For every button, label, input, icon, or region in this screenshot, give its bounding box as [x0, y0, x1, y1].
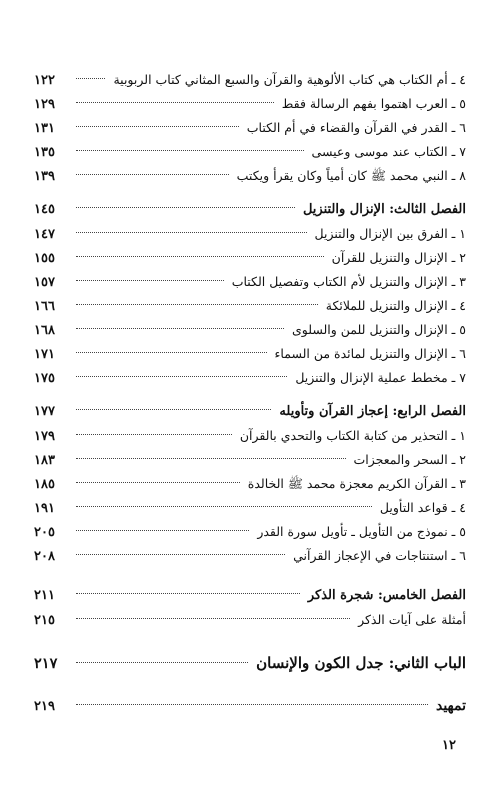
leader-dots	[76, 352, 267, 353]
leader-dots	[76, 409, 271, 410]
toc-entry[interactable]	[34, 68, 466, 92]
toc-entry-title: ٧ ـ مخطط عملية الإنزال والتنزيل	[295, 370, 466, 385]
leader-dots	[76, 304, 318, 305]
toc-entry-page: ١٦٨	[34, 323, 55, 338]
leader-dots	[76, 662, 248, 663]
chapter-title: الفصل الثالث: الإنزال والتنزيل	[302, 202, 466, 217]
toc-entry-page: ١٧٩	[34, 429, 55, 444]
leader-dots	[76, 126, 239, 127]
leader-dots	[76, 506, 372, 507]
toc-entry-page: ٢٠٥	[34, 525, 55, 540]
toc-entry-page: ١٣٥	[34, 145, 55, 160]
leader-dots	[76, 482, 240, 483]
leader-dots	[76, 328, 284, 329]
toc-entry[interactable]	[34, 294, 466, 318]
toc-entry[interactable]	[34, 222, 466, 246]
leader-dots	[76, 174, 229, 175]
toc-entry-title: ٥ ـ العرب اهتموا بفهم الرسالة فقط	[281, 96, 466, 111]
toc-entry-title: ٥ ـ الإنزال والتنزيل للمن والسلوى	[291, 322, 466, 337]
toc-entry-page: ١٨٥	[34, 477, 55, 492]
leader-dots	[76, 280, 224, 281]
toc-entry[interactable]	[34, 608, 466, 632]
toc-entry-title: ١ ـ التحذير من كتابة الكتاب والتحدي بالقرآن	[239, 428, 466, 443]
toc-entry[interactable]	[34, 366, 466, 390]
toc-entry-page: ١٧١	[34, 347, 55, 362]
intro-title: تمهيد	[435, 698, 466, 714]
chapter-title: الفصل الرابع: إعجاز القرآن وتأويله	[279, 404, 466, 419]
toc-entry-page: ١٥٥	[34, 251, 55, 266]
toc-entry[interactable]	[34, 116, 466, 140]
leader-dots	[76, 618, 350, 619]
leader-dots	[76, 78, 105, 79]
chapter-heading[interactable]	[34, 584, 466, 608]
leader-dots	[76, 530, 249, 531]
leader-dots	[76, 150, 304, 151]
toc-entry-page: ١٦٦	[34, 299, 55, 314]
toc-entry-title: ١ ـ الفرق بين الإنزال والتنزيل	[314, 226, 466, 241]
toc-entry[interactable]	[34, 496, 466, 520]
toc-entry-page: ١٧٥	[34, 371, 55, 386]
toc-entry[interactable]	[34, 164, 466, 188]
chapter-title: الفصل الخامس: شجرة الذكر	[307, 588, 466, 603]
toc-entry-page: ١٤٧	[34, 227, 55, 242]
leader-dots	[76, 376, 287, 377]
toc-entry-page: ١٣٩	[34, 169, 55, 184]
leader-dots	[76, 232, 307, 233]
intro-heading[interactable]	[34, 694, 466, 718]
toc-entry-page: ١٣١	[34, 121, 55, 136]
toc-entry-title: ٣ ـ الإنزال والتنزيل لأم الكتاب وتفصيل الكتاب	[231, 274, 466, 289]
part-title: الباب الثاني: جدل الكون والإنسان	[256, 654, 466, 672]
toc-entry[interactable]	[34, 270, 466, 294]
chapter-heading[interactable]	[34, 198, 466, 222]
part-heading[interactable]	[34, 648, 466, 678]
toc-entry[interactable]	[34, 472, 466, 496]
chapter-heading[interactable]	[34, 400, 466, 424]
toc-entry[interactable]	[34, 342, 466, 366]
toc-entry-title: ٢ ـ السحر والمعجزات	[353, 452, 466, 467]
toc-entry[interactable]	[34, 544, 466, 568]
toc-entry-title: ٤ ـ قواعد التأويل	[379, 500, 466, 515]
chapter-page: ١٧٧	[34, 404, 55, 419]
toc-entry-title: ٥ ـ نموذج من التأويل ـ تأويل سورة القدر	[257, 524, 466, 539]
toc-entry[interactable]	[34, 448, 466, 472]
page-number: ١٢	[442, 738, 456, 753]
toc-entry[interactable]	[34, 520, 466, 544]
toc-entry[interactable]	[34, 424, 466, 448]
leader-dots	[76, 554, 285, 555]
leader-dots	[76, 593, 300, 594]
leader-dots	[76, 102, 274, 103]
table-of-contents	[34, 68, 466, 718]
toc-entry[interactable]	[34, 318, 466, 342]
toc-entry-page: ١٢٩	[34, 97, 55, 112]
toc-entry[interactable]	[34, 246, 466, 270]
toc-entry-title: ٣ ـ القرآن الكريم معجزة محمد ﷺ الخالدة	[247, 476, 466, 491]
toc-entry-title: ٨ ـ النبي محمد ﷺ كان أمياً وكان يقرأ ويكتب	[236, 168, 466, 183]
toc-entry-title: ٧ ـ الكتاب عند موسى وعيسى	[311, 144, 466, 159]
toc-entry-title: ٦ ـ القدر في القرآن والقضاء في أم الكتاب	[246, 120, 466, 135]
toc-entry[interactable]	[34, 140, 466, 164]
leader-dots	[76, 458, 346, 459]
toc-entry-page: ١٥٧	[34, 275, 55, 290]
toc-entry-title: ٦ ـ استنتاجات في الإعجاز القرآني	[293, 548, 466, 563]
toc-entry-title: ٦ ـ الإنزال والتنزيل لمائدة من السماء	[274, 346, 466, 361]
intro-page: ٢١٩	[34, 699, 55, 714]
toc-entry-page: ٢١٥	[34, 613, 55, 628]
toc-entry[interactable]	[34, 92, 466, 116]
leader-dots	[76, 434, 232, 435]
toc-entry-title: ٤ ـ الإنزال والتنزيل للملائكة	[325, 298, 466, 313]
toc-entry-page: ١٩١	[34, 501, 55, 516]
toc-entry-title: ٤ ـ أم الكتاب هي كتاب الألوهية والقرآن والسبع المثاني كتاب الربوبية	[113, 72, 466, 87]
toc-entry-title: أمثلة على آيات الذكر	[358, 612, 466, 627]
toc-entry-title: ٢ ـ الإنزال والتنزيل للقرآن	[331, 250, 466, 265]
leader-dots	[76, 704, 428, 705]
part-page: ٢١٧	[34, 655, 58, 672]
toc-entry-page: ٢٠٨	[34, 549, 55, 564]
leader-dots	[76, 207, 295, 208]
toc-entry-page: ١٨٣	[34, 453, 55, 468]
toc-entry-page: ١٢٢	[34, 73, 55, 88]
chapter-page: ١٤٥	[34, 202, 55, 217]
chapter-page: ٢١١	[34, 588, 55, 603]
leader-dots	[76, 256, 324, 257]
